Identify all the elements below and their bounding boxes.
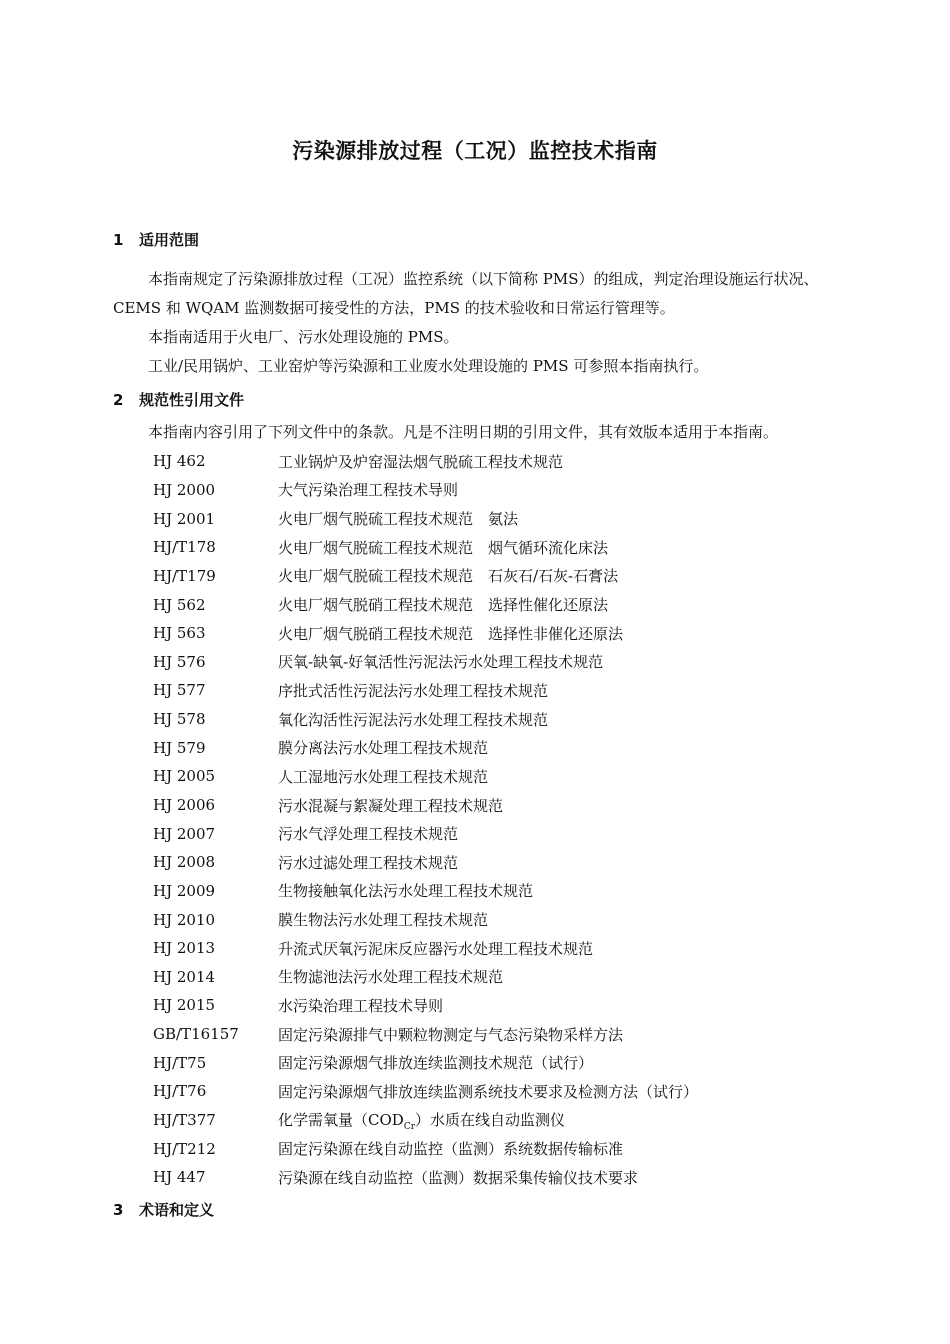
document-title: 污染源排放过程（工况）监控技术指南 <box>292 139 658 163</box>
reference-title-part: ）水质在线自动监测仪 <box>415 1110 566 1129</box>
reference-code: HJ 2008 <box>153 853 216 872</box>
reference-title-part: 化学需氧量（COD <box>278 1110 404 1129</box>
section-number: 3 <box>113 1201 124 1219</box>
reference-title: 工业锅炉及炉窑湿法烟气脱硫工程技术规范 <box>278 452 564 471</box>
reference-code: HJ 447 <box>153 1168 206 1187</box>
reference-item <box>153 619 853 648</box>
reference-item <box>153 1134 853 1163</box>
reference-item <box>153 1106 853 1135</box>
reference-title: 序批式活性污泥法污水处理工程技术规范 <box>278 681 549 700</box>
reference-code: HJ 576 <box>153 652 206 671</box>
reference-title: 厌氧-缺氧-好氧活性污泥法污水处理工程技术规范 <box>278 653 604 672</box>
reference-title: 生物接触氧化法污水处理工程技术规范 <box>278 882 534 901</box>
reference-title: 膜生物法污水处理工程技术规范 <box>278 911 489 930</box>
reference-title: 人工湿地污水处理工程技术规范 <box>278 767 489 786</box>
reference-title: 氧化沟活性污泥法污水处理工程技术规范 <box>278 710 549 729</box>
reference-item <box>153 733 853 762</box>
reference-item <box>153 590 853 619</box>
reference-code: HJ 2007 <box>153 824 216 843</box>
reference-code: HJ 578 <box>153 710 206 729</box>
reference-code: HJ/T179 <box>153 566 216 585</box>
reference-item <box>153 819 853 848</box>
reference-title <box>278 1109 853 1132</box>
section-number: 1 <box>113 231 124 249</box>
section-title: 适用范围 <box>139 231 200 249</box>
reference-title: 污水气浮处理工程技术规范 <box>278 825 459 844</box>
reference-title: 膜分离法污水处理工程技术规范 <box>278 739 489 758</box>
reference-code: HJ/T76 <box>153 1082 207 1101</box>
reference-title: 升流式厌氧污泥床反应器污水处理工程技术规范 <box>278 939 594 958</box>
reference-title: 污水过滤处理工程技术规范 <box>278 853 459 872</box>
reference-title: 火电厂烟气脱硫工程技术规范 氨法 <box>278 510 519 529</box>
reference-title: 固定污染源烟气排放连续监测系统技术要求及检测方法（试行） <box>278 1082 699 1101</box>
reference-code: HJ 2006 <box>153 796 216 814</box>
section-title: 术语和定义 <box>139 1201 215 1219</box>
reference-code: HJ 562 <box>153 595 206 614</box>
reference-item <box>153 791 853 820</box>
reference-code: HJ 2001 <box>153 509 216 528</box>
paragraph-scope: 本指南规定了污染源排放过程（工况）监控系统（以下简称 PMS）的组成，判定治理设施运行状况、CEMS 和 WQAM 监测数据可接受性的方法，PMS 的技术验收和日常运行管理等。 <box>113 270 819 317</box>
reference-title: 火电厂烟气脱硝工程技术规范 选择性催化还原法 <box>278 596 609 615</box>
reference-code: HJ 2013 <box>153 939 216 958</box>
reference-title: 火电厂烟气脱硫工程技术规范 烟气循环流化床法 <box>278 538 609 557</box>
reference-item <box>153 562 853 591</box>
reference-title: 水污染治理工程技术导则 <box>278 996 444 1015</box>
reference-code: GB/T16157 <box>153 1025 239 1044</box>
reference-item <box>153 504 853 533</box>
paragraph-applicability: 本指南适用于火电厂、污水处理设施的 PMS。 <box>148 328 459 346</box>
reference-code: HJ/T75 <box>153 1053 207 1072</box>
section-2-heading <box>113 389 244 410</box>
reference-item <box>153 991 853 1020</box>
reference-item <box>153 905 853 934</box>
section-title: 规范性引用文件 <box>139 391 245 409</box>
reference-code: HJ/T212 <box>153 1139 216 1158</box>
reference-code: HJ 2005 <box>153 767 216 786</box>
reference-item <box>153 1163 853 1192</box>
reference-item <box>153 934 853 963</box>
section-1-heading <box>113 229 199 250</box>
reference-title: 生物滤池法污水处理工程技术规范 <box>278 968 504 987</box>
reference-code: HJ 2000 <box>153 480 216 499</box>
reference-code: HJ/T178 <box>153 538 216 557</box>
reference-item <box>153 647 853 676</box>
reference-item <box>153 676 853 705</box>
paragraph-references-intro: 本指南内容引用了下列文件中的条款。凡是不注明日期的引用文件，其有效版本适用于本指南。 <box>148 423 779 441</box>
reference-title: 固定污染源烟气排放连续监测技术规范（试行） <box>278 1054 594 1073</box>
reference-item <box>153 963 853 992</box>
reference-code: HJ 563 <box>153 624 206 643</box>
reference-title: 火电厂烟气脱硫工程技术规范 石灰石/石灰-石膏法 <box>278 567 619 586</box>
reference-code: HJ/T377 <box>153 1111 216 1130</box>
reference-item <box>153 705 853 734</box>
reference-title-subscript: Cr <box>403 1121 416 1132</box>
reference-title: 固定污染源在线自动监控（监测）系统数据传输标准 <box>278 1140 624 1159</box>
paragraph-reference-use: 工业/民用锅炉、工业窑炉等污染源和工业废水处理设施的 PMS 可参照本指南执行。 <box>148 357 709 375</box>
reference-item <box>153 848 853 877</box>
reference-item <box>153 533 853 562</box>
reference-code: HJ 462 <box>153 452 206 471</box>
reference-code: HJ 577 <box>153 681 206 700</box>
reference-title: 固定污染源排气中颗粒物测定与气态污染物采样方法 <box>278 1025 624 1044</box>
reference-item <box>153 877 853 906</box>
reference-item <box>153 1020 853 1049</box>
reference-code: HJ 2009 <box>153 881 216 900</box>
reference-title: 污水混凝与絮凝处理工程技术规范 <box>278 796 504 815</box>
reference-code: HJ 579 <box>153 738 206 757</box>
reference-title: 火电厂烟气脱硝工程技术规范 选择性非催化还原法 <box>278 624 624 643</box>
reference-item <box>153 476 853 505</box>
reference-item <box>153 447 853 476</box>
reference-title: 污染源在线自动监控（监测）数据采集传输仪技术要求 <box>278 1168 639 1187</box>
reference-item <box>153 762 853 791</box>
reference-code: HJ 2015 <box>153 996 216 1015</box>
section-number: 2 <box>113 391 124 409</box>
section-3-heading <box>113 1199 214 1220</box>
reference-item <box>153 1048 853 1077</box>
reference-code: HJ 2014 <box>153 967 216 986</box>
reference-title: 大气污染治理工程技术导则 <box>278 481 459 500</box>
reference-list <box>153 447 853 1192</box>
reference-item <box>153 1077 853 1106</box>
reference-code: HJ 2010 <box>153 910 216 929</box>
